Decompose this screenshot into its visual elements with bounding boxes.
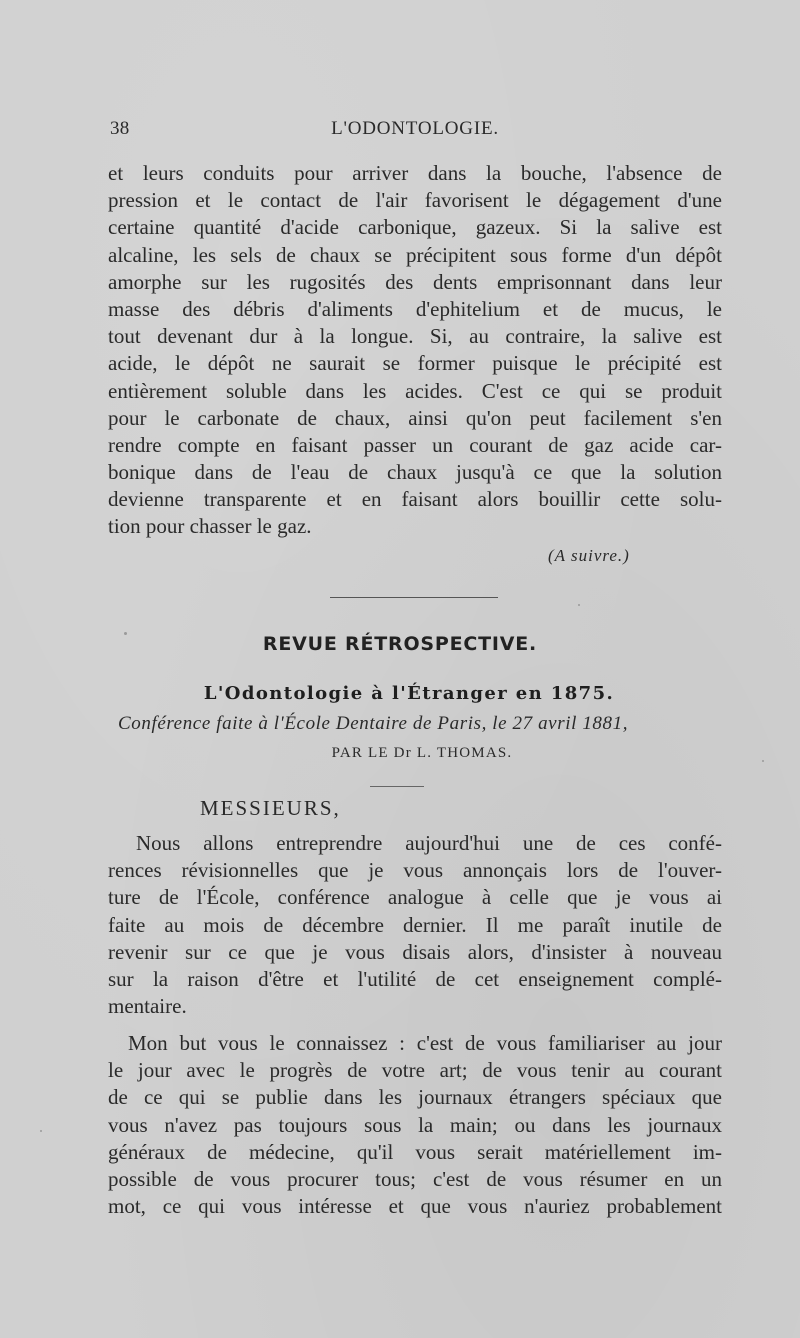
text-line: alcaline, les sels de chaux se précipitent sous forme d'un dépôt — [108, 242, 722, 267]
paragraph — [108, 830, 722, 1020]
text-line: le jour avec le progrès de votre art; de vous tenir au courant — [108, 1058, 722, 1083]
text-line: rendre compte en faisant passer un courant de gaz acide car- — [108, 432, 722, 457]
text-line: mot, ce qui vous intéresse et que vous n'auriez probablement — [108, 1194, 722, 1219]
text-line: devienne transparente et en faisant alors bouillir cette solu- — [108, 487, 722, 512]
text-line: revenir sur ce que je vous disais alors, d'insister à nouveau — [108, 939, 722, 964]
paper-speck — [762, 760, 764, 762]
text-line: pour le carbonate de chaux, ainsi qu'on peut facilement s'en — [108, 405, 722, 430]
text-line: tion pour chasser le gaz. — [108, 514, 312, 539]
article-subtitle: Conférence faite à l'École Dentaire de Paris, le 27 avril 1881, — [118, 713, 629, 734]
text-line: mentaire. — [108, 994, 187, 1019]
text-line: amorphe sur les rugosités des dents emprisonnant dans leur — [108, 269, 722, 294]
paper-speck — [124, 632, 127, 635]
text-line: Nous allons entreprendre aujourd'hui une de ces confé- — [136, 831, 722, 855]
section-divider — [330, 597, 498, 598]
text-line: Mon but vous le connaissez : c'est de vous familiariser au jour — [128, 1031, 722, 1055]
article-author: PAR LE Dr L. THOMAS. — [331, 745, 513, 761]
section-title: REVUE RÉTROSPECTIVE. — [262, 633, 538, 655]
paragraph-continued — [108, 160, 722, 541]
article-title: L'Odontologie à l'Étranger en 1875. — [203, 683, 615, 704]
page-header — [110, 118, 720, 146]
to-be-continued-note: (A suivre.) — [548, 546, 630, 565]
text-line: masse des débris d'aliments d'ephitelium et de mucus, le — [108, 296, 722, 321]
text-line: entièrement soluble dans les acides. C'est ce qui se produit — [108, 378, 722, 403]
text-line: acide, le dépôt ne saurait se former puisque le précipité est — [108, 351, 722, 376]
text-line: faite au mois de décembre dernier. Il me paraît inutile de — [108, 912, 722, 937]
text-line: généraux de médecine, qu'il vous serait matériellement im- — [108, 1139, 722, 1164]
page-number: 38 — [110, 118, 130, 139]
text-line: certaine quantité d'acide carbonique, gazeux. Si la salive est — [108, 215, 722, 240]
text-line: possible de vous procurer tous; c'est de vous résumer en un — [108, 1166, 722, 1191]
text-line: tout devenant dur à la longue. Si, au contraire, la salive est — [108, 324, 722, 349]
text-line: ture de l'École, conférence analogue à celle que je vous ai — [108, 885, 722, 910]
text-line: sur la raison d'être et l'utilité de cet enseignement complé- — [108, 966, 722, 991]
salutation: MESSIEURS, — [200, 796, 341, 820]
text-line: rences révisionnelles que je vous annonçais lors de l'ouver- — [108, 858, 722, 883]
short-divider — [370, 786, 424, 787]
paper-speck — [40, 1130, 42, 1132]
paper-speck — [578, 604, 580, 606]
text-line: vous n'avez pas toujours sous la main; ou dans les journaux — [108, 1112, 722, 1137]
running-title: L'ODONTOLOGIE. — [331, 118, 499, 139]
paragraph — [108, 1030, 722, 1220]
text-line: pression et le contact de l'air favorisent le dégagement d'une — [108, 188, 722, 213]
text-line: de ce qui se publie dans les journaux étrangers spéciaux que — [108, 1085, 722, 1110]
text-line: bonique dans de l'eau de chaux jusqu'à ce que la solution — [108, 460, 722, 485]
text-line: et leurs conduits pour arriver dans la bouche, l'absence de — [108, 161, 722, 185]
